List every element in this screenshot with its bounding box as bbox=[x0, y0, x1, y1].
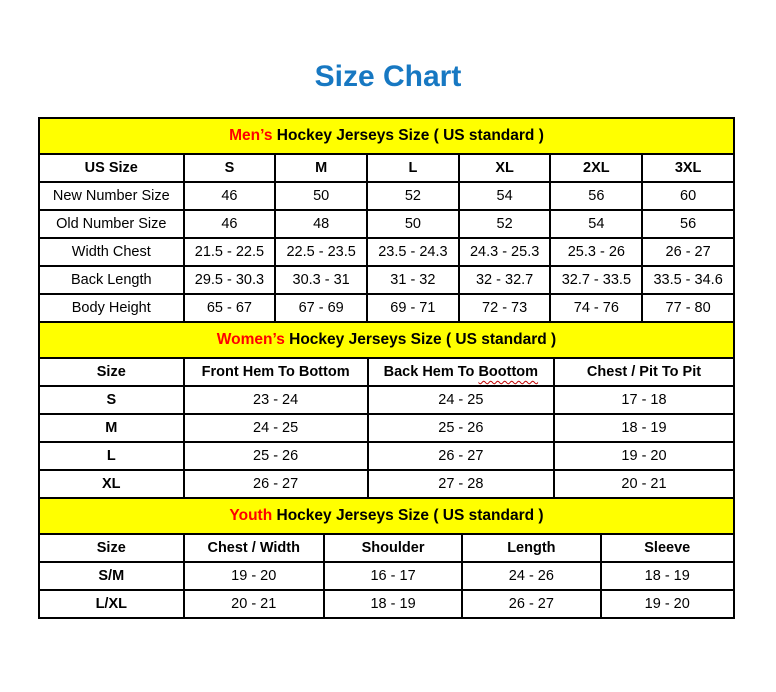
size-cell: 74 - 76 bbox=[550, 294, 642, 322]
size-cell: 24 - 26 bbox=[462, 562, 600, 590]
column-header-size: Size bbox=[39, 358, 184, 386]
table-row-width-chest bbox=[39, 238, 734, 266]
size-cell: 52 bbox=[367, 182, 459, 210]
table-row-youth-sm bbox=[39, 562, 734, 590]
row-label: Width Chest bbox=[39, 238, 184, 266]
womens-label-rest: Hockey Jerseys Size ( US standard ) bbox=[284, 331, 557, 348]
misspelled-word: Boottom bbox=[478, 364, 539, 380]
row-label: M bbox=[39, 414, 184, 442]
size-cell: 46 bbox=[184, 182, 276, 210]
womens-label-highlight: Women’s bbox=[216, 331, 285, 348]
size-cell: 56 bbox=[642, 210, 734, 238]
column-header-m: M bbox=[275, 154, 367, 182]
column-header-back-hem-prefix: Back Hem To bbox=[383, 364, 479, 380]
table-row-back-length bbox=[39, 266, 734, 294]
size-cell: 18 - 19 bbox=[554, 414, 734, 442]
row-label: L/XL bbox=[39, 590, 184, 618]
section-header-mens bbox=[38, 117, 735, 153]
column-header-length: Length bbox=[462, 534, 600, 562]
size-cell: 33.5 - 34.6 bbox=[642, 266, 734, 294]
table-row-womens-s bbox=[39, 386, 734, 414]
size-cell: 18 - 19 bbox=[324, 590, 462, 618]
size-cell: 56 bbox=[550, 182, 642, 210]
size-cell: 60 bbox=[642, 182, 734, 210]
size-cell: 31 - 32 bbox=[367, 266, 459, 294]
column-header-front-hem: Front Hem To Bottom bbox=[184, 358, 368, 386]
mens-size-table bbox=[38, 153, 735, 323]
section-header-womens bbox=[38, 323, 735, 357]
size-cell: 20 - 21 bbox=[184, 590, 324, 618]
size-cell: 26 - 27 bbox=[642, 238, 734, 266]
row-label: S/M bbox=[39, 562, 184, 590]
column-header-sleeve: Sleeve bbox=[601, 534, 734, 562]
mens-label-rest: Hockey Jerseys Size ( US standard ) bbox=[272, 127, 544, 144]
table-row-body-height bbox=[39, 294, 734, 322]
table-row-youth-lxl bbox=[39, 590, 734, 618]
size-cell: 26 - 27 bbox=[184, 470, 368, 498]
size-cell: 18 - 19 bbox=[601, 562, 734, 590]
size-cell: 25 - 26 bbox=[184, 442, 368, 470]
size-cell: 72 - 73 bbox=[459, 294, 551, 322]
size-cell: 32 - 32.7 bbox=[459, 266, 551, 294]
size-cell: 23.5 - 24.3 bbox=[367, 238, 459, 266]
size-cell: 67 - 69 bbox=[275, 294, 367, 322]
mens-label-highlight: Men’s bbox=[229, 127, 273, 144]
size-cell: 26 - 27 bbox=[462, 590, 600, 618]
size-cell: 46 bbox=[184, 210, 276, 238]
section-header-youth bbox=[38, 499, 735, 533]
table-row-womens-m bbox=[39, 414, 734, 442]
size-cell: 54 bbox=[459, 182, 551, 210]
size-cell: 24 - 25 bbox=[184, 414, 368, 442]
size-cell: 50 bbox=[367, 210, 459, 238]
youth-header-row bbox=[39, 534, 734, 562]
row-label: Old Number Size bbox=[39, 210, 184, 238]
youth-size-table bbox=[38, 533, 735, 619]
size-cell: 25 - 26 bbox=[368, 414, 554, 442]
size-cell: 69 - 71 bbox=[367, 294, 459, 322]
size-cell: 27 - 28 bbox=[368, 470, 554, 498]
size-cell: 24.3 - 25.3 bbox=[459, 238, 551, 266]
youth-label-highlight: Youth bbox=[229, 507, 273, 524]
size-cell: 21.5 - 22.5 bbox=[184, 238, 276, 266]
row-label: L bbox=[39, 442, 184, 470]
column-header-chest-pit: Chest / Pit To Pit bbox=[554, 358, 734, 386]
mens-header-row bbox=[39, 154, 734, 182]
size-cell: 16 - 17 bbox=[324, 562, 462, 590]
row-label: Body Height bbox=[39, 294, 184, 322]
size-cell: 24 - 25 bbox=[368, 386, 554, 414]
size-chart bbox=[38, 117, 735, 619]
size-cell: 32.7 - 33.5 bbox=[550, 266, 642, 294]
column-header-l: L bbox=[367, 154, 459, 182]
size-cell: 50 bbox=[275, 182, 367, 210]
size-cell: 19 - 20 bbox=[554, 442, 734, 470]
size-cell: 22.5 - 23.5 bbox=[275, 238, 367, 266]
table-row-old-number-size bbox=[39, 210, 734, 238]
youth-label-rest: Hockey Jerseys Size ( US standard ) bbox=[272, 507, 544, 524]
size-cell: 54 bbox=[550, 210, 642, 238]
column-header-size: Size bbox=[39, 534, 184, 562]
column-header-3xl: 3XL bbox=[642, 154, 734, 182]
size-cell: 26 - 27 bbox=[368, 442, 554, 470]
size-cell: 29.5 - 30.3 bbox=[184, 266, 276, 294]
row-label: XL bbox=[39, 470, 184, 498]
page-title: Size Chart bbox=[314, 60, 462, 93]
size-cell: 48 bbox=[275, 210, 367, 238]
row-label: New Number Size bbox=[39, 182, 184, 210]
size-cell: 20 - 21 bbox=[554, 470, 734, 498]
column-header-s: S bbox=[184, 154, 276, 182]
womens-size-table bbox=[38, 357, 735, 499]
size-cell: 23 - 24 bbox=[184, 386, 368, 414]
column-header-us-size: US Size bbox=[39, 154, 184, 182]
size-cell: 19 - 20 bbox=[601, 590, 734, 618]
size-cell: 25.3 - 26 bbox=[550, 238, 642, 266]
table-row-new-number-size bbox=[39, 182, 734, 210]
table-row-womens-l bbox=[39, 442, 734, 470]
size-cell: 30.3 - 31 bbox=[275, 266, 367, 294]
column-header-chest-width: Chest / Width bbox=[184, 534, 324, 562]
size-cell: 65 - 67 bbox=[184, 294, 276, 322]
column-header-shoulder: Shoulder bbox=[324, 534, 462, 562]
table-row-womens-xl bbox=[39, 470, 734, 498]
row-label: S bbox=[39, 386, 184, 414]
column-header-back-hem bbox=[368, 358, 554, 386]
size-cell: 19 - 20 bbox=[184, 562, 324, 590]
womens-header-row bbox=[39, 358, 734, 386]
size-cell: 77 - 80 bbox=[642, 294, 734, 322]
row-label: Back Length bbox=[39, 266, 184, 294]
size-cell: 17 - 18 bbox=[554, 386, 734, 414]
column-header-xl: XL bbox=[459, 154, 551, 182]
size-cell: 52 bbox=[459, 210, 551, 238]
column-header-2xl: 2XL bbox=[550, 154, 642, 182]
